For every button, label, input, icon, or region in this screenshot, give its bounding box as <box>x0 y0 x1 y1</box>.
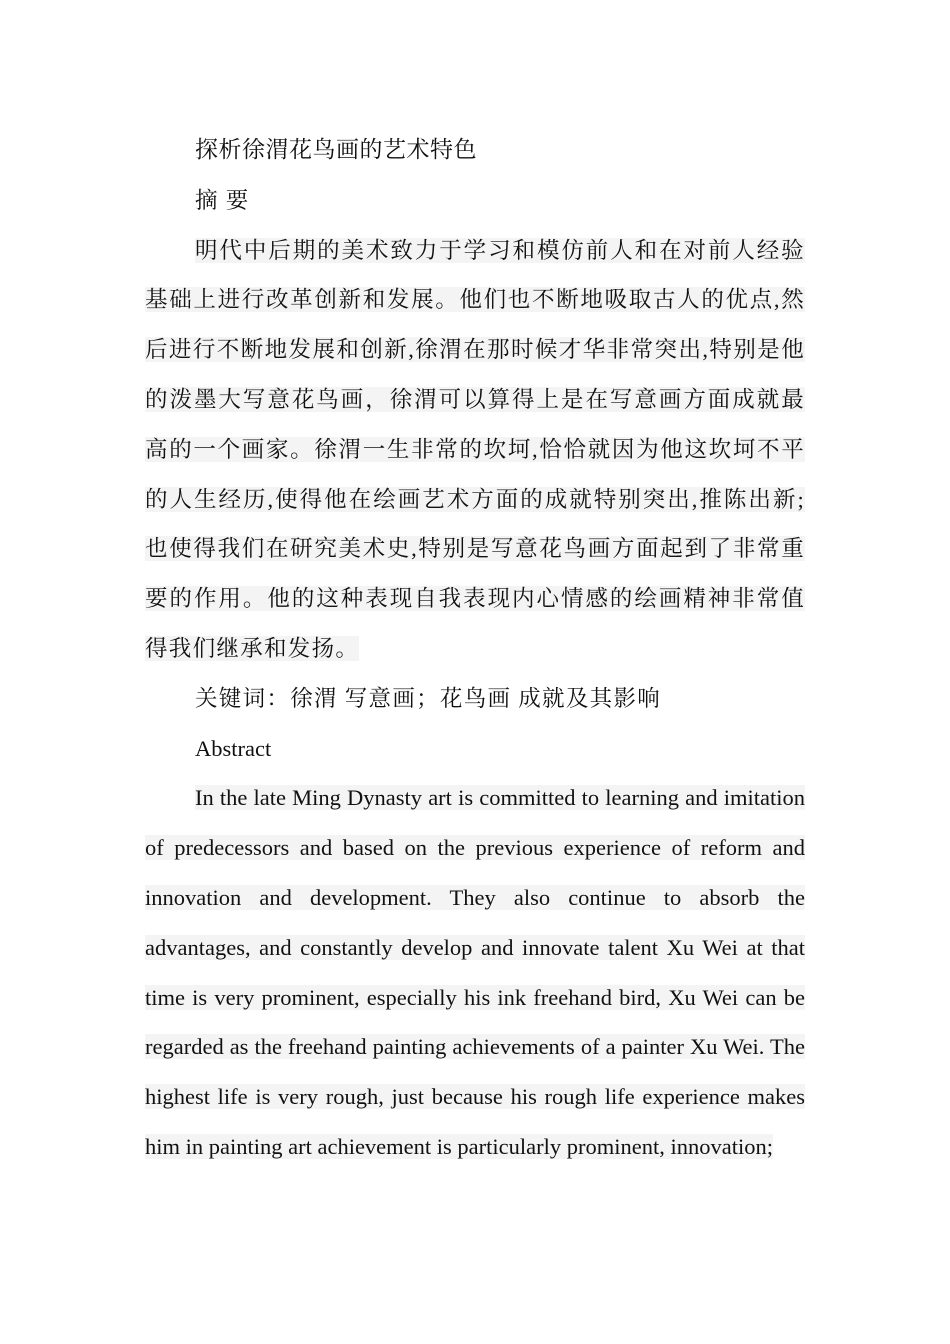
document-title: 探析徐渭花鸟画的艺术特色 <box>195 137 477 163</box>
abstract-zh-heading: 摘 要 <box>195 187 250 213</box>
keywords-line: 关键词：徐渭 写意画；花鸟画 成就及其影响 <box>195 685 662 711</box>
abstract-en-body: In the late Ming Dynasty art is committed to learning and imitation of predecessors and based on the previous experience of reform and innovation and development. They also continue to absorb the advantages, and constantly develop and innovate talent Xu Wei at that time is very prominent, especially his ink freehand bird, Xu Wei can be regarded as the freehand painting achievements of a painter Xu Wei. The highest life is very rough, just because his rough life experience makes him in painting art achievement is particularly prominent, innovation; <box>145 785 805 1159</box>
abstract-zh-body: 明代中后期的美术致力于学习和模仿前人和在对前人经验基础上进行改革创新和发展。他们也不断地吸取古人的优点,然后进行不断地发展和创新,徐渭在那时候才华非常突出,特别是他的泼墨大写意花鸟画，徐渭可以算得上是在写意画方面成就最高的一个画家。徐渭一生非常的坎坷,恰恰就因为他这坎坷不平的人生经历,使得他在绘画艺术方面的成就特别突出,推陈出新;也使得我们在研究美术史,特别是写意花鸟画方面起到了非常重要的作用。他的这种表现自我表现内心情感的绘画精神非常值得我们继承和发扬。 <box>145 237 805 661</box>
abstract-en-heading: Abstract <box>195 735 272 761</box>
abstract-en-paragraph <box>145 773 805 1171</box>
document-body <box>145 126 805 1172</box>
abstract-zh-paragraph <box>145 226 805 674</box>
